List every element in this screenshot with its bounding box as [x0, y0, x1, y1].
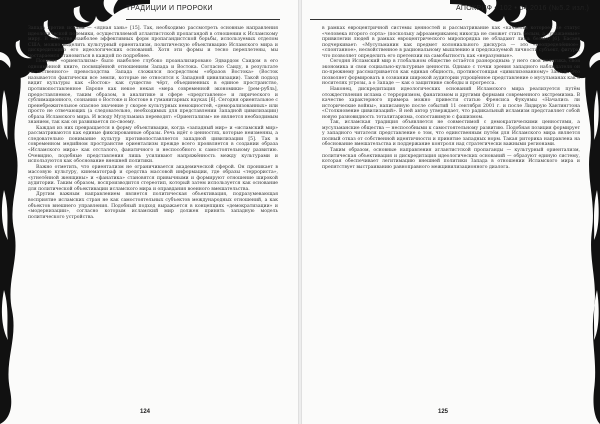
paragraph: Каждая из них превращается в форму объективации, когда «западный мир» и «исламский мир» рассматриваются как единые фиксированные образы. Речь идёт о ценностях, которые неизменны, а следовательно понимание культур противопоставляется западной цивилизации [5]. Так в современном медийном пространстве ориентализм прежде всего проявляется в создании образа «Исламского мира» как отсталого, фанатичного и неспособного к самостоятельному развитию. Очевидно, подобные представления лишь усиливают напряжённость между культурами и используются как обоснование внешней политики.	[28, 125, 278, 165]
paragraph: Запада против ислама — «ядная хань» [15]. Так, необходимо рассмотреть основные направления идеологической полемики, осуществляемой атлантистской пропагандой в отношении к Исламскому миру. В качестве наиболее эффективных форм пропагандистской борьбы, используемых отделом США, можно выделить культурный ориентализм, политическую объективацию Исламского мира и дискредитацию его идеологических оснований. Хотя эти формы и тесно переплетены, мы постараемся становиться в каждой по подробнее.	[28, 26, 278, 59]
paragraph: Понятие «ориентализм» было наиболее глубоко проанализировано Эдвардом Саидом в его одноимённой книге, посвящённой отношениям Запада и Востока. Согласно Саиду, в результате «естественного» превосходства Запада сложился посредством «образов Востока» (Восток называется фактически все земли, которые не относятся к Западной цивилизации). Такой подход видит культуры как «Восток» как существо чёрт, объединенных в единое пространство, противопоставленное Европе как некое некая «мера современной экономики» [рем-рубль], предоставляемое, таким образом, в аналитике и сфере «представлено» и лирического и сублимационного, сознании о Востоке и Востоке в гуманитарных науках [6]. Сегодня ориентальное с пренебрежительное опасное значение у скорее культурных немощностей, «деморализованных» или просто не отвечающих (а следовательно, необходимых для представлении Западной цивилизации) образа Исламского мира. И всюду Музульмана переводят: «Ориентализм» не является необходимым знанием, так как он развивается по-своему.	[28, 59, 278, 126]
paragraph: Так, исламская традиция объявляется не совместимой с демократическими ценностями, а мусульманские общества — неспособными к самостоятельному развитию. Подобная позиция формирует у западного читателя представление о том, что единственным путём для Исламского мира является полный отказ от собственной идентичности и принятие западных норм. Такая риторика направлена на обоснование вмешательства и поддержание контроля над стратегически важными регионами.	[322, 120, 580, 148]
right-side-ornament	[582, 70, 600, 424]
paragraph: Важно отметить, что ориентализм не ограничивается академической сферой. Он проникает в массовую культуру, кинематограф и средства массовой информации, где образы «террориста», «угнетённой женщины» и «фанатика» становятся привычными и формируют отношение широкой аудитории. Таким образом, воспроизводится стереотип, который затем используется как основание для политической объективации исламского мира и оправдания военного вмешательства.	[28, 164, 278, 192]
running-head: ТРАДИЦИИ И ПРОРОКИ	[126, 5, 213, 12]
paragraph: Таким образом, основные направления атлантистской пропаганды — культурный ориентализм, политическая объективация и дискредитация идеологических оснований — образуют единую систему, которая обеспечивает легитимацию внешней политики Запада в отношении Исламского мира и препятствует выстраиванию равноправного межцивилизационного диалога.	[322, 148, 580, 170]
paragraph: Сегодня Исламский мир в глобальном обществе остаётся разнородным: у него своя политика, своя экономика и свои социально-культурные ценности. Однако с точки зрения западного наблюдателя он по-прежнему рассматривается как единая общность, противостоящая «цивилизованному» Западу. Это позволяет формировать в сознании широкой аудитории упрощённое представление о мусульманах как о носителях угрозы, а о Западе — как о защитнике свободы и прогресса.	[322, 59, 580, 87]
running-head: АПОКРИФ • 102 • 04.2016 (№5.2 изл.)	[456, 5, 590, 12]
paragraph: Наконец, дискредитация идеологических оснований Исламского мира реализуется путём отождествления ислама с терроризмом, фанатизмом и другими формами современного экстремизма. В качестве характерного примера можно привести статью Френсиса Фукуямы «Начались ли исторические войны», написанную после событий 11 сентября 2001 г. и после Лидирую Хантингтона «Столкновение цивилизаций». В ней автор утверждает, что радикальный исламизм представляет собой новую разновидность тоталитаризма, сопоставимую с фашизмом.	[322, 87, 580, 120]
paragraph: в рамках евроцентричной системы ценностей и рассматривание как «качества которое» не статус «человека второго сорта» (поскольку афроамериканец никогда не сможет стать белым, а «уважаемые» привилегии людей в рамках евроцентрического миропорядка не обладают лишь белые) [6]. Басаев подчеркивает: «Мусульманин как предмет колониального дискурса — это «неопределённое», «спонтанное», несвойственное в рациональному мышлению и предсказуемой личности субъект, фигура, что позволяет определить его претензии на самобытность как «неразумные».	[322, 26, 580, 59]
paragraph: Другим важным направлением является политическая объективация, подразумевающая восприятие исламских стран не как самостоятельных субъектов международных отношений, а как объектов внешнего управления. Подобный подход выражается в концепциях «демократизации» и «модернизации», согласно которым исламский мир должен принять западную модель политического устройства.	[28, 192, 278, 220]
header-rule	[310, 19, 462, 20]
right-page	[300, 0, 600, 424]
page-number: 125	[438, 409, 449, 415]
body-text	[322, 26, 580, 170]
page-number: 124	[140, 409, 151, 415]
left-side-ornament	[0, 70, 26, 424]
body-text	[28, 26, 278, 220]
header-rule	[126, 19, 280, 20]
